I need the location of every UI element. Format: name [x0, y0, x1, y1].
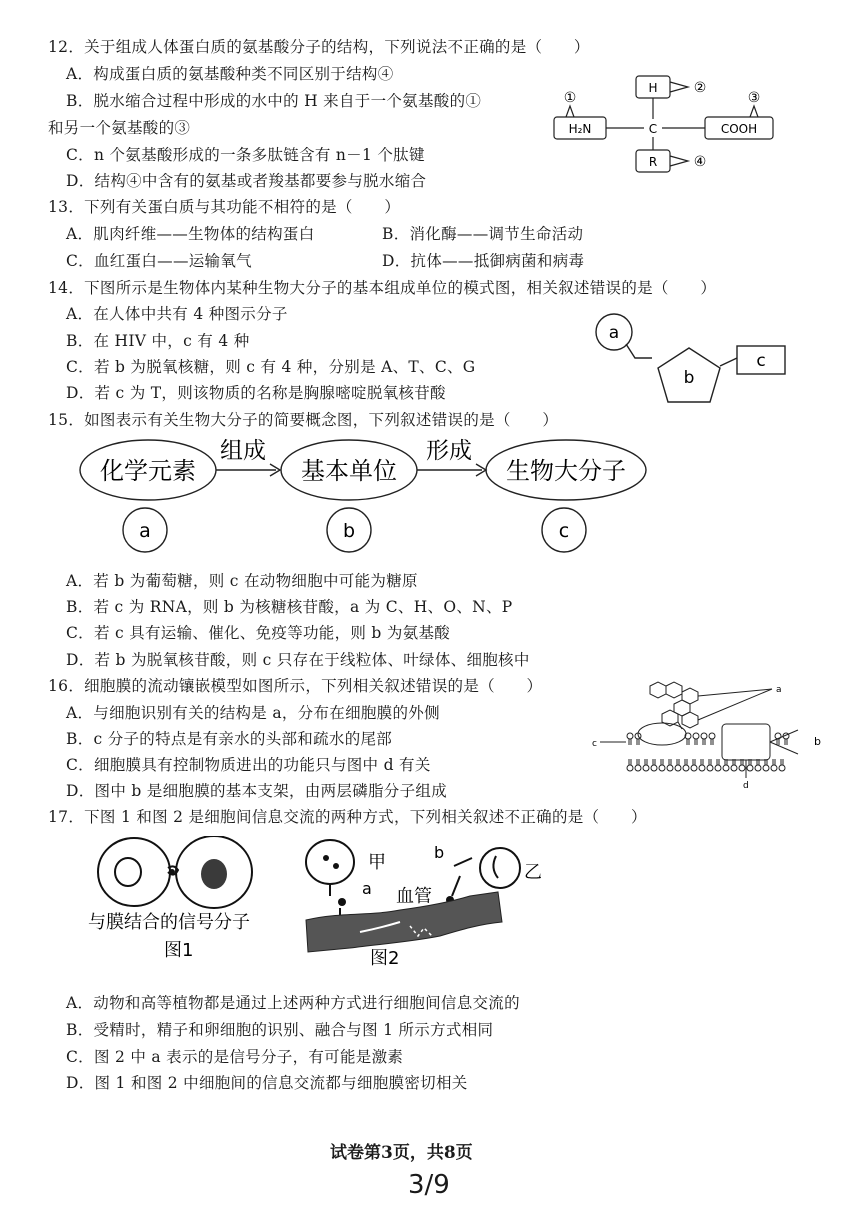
- figure1-label: 图1: [164, 940, 194, 961]
- q16-option-b: B．c 分子的特点是有亲水的头部和疏水的尾部: [66, 730, 393, 748]
- q13-option-d: D．抗体——抵御病菌和病毒: [382, 252, 585, 270]
- phospholipid-head: [709, 733, 715, 739]
- phospholipid-head: [693, 733, 699, 739]
- q14-option-c: C．若 b 为脱氧核糖，则 c 有 4 种，分别是 A、T、C、G: [66, 358, 476, 376]
- membrane-d-label: d: [743, 781, 749, 791]
- q12-stem: 12．关于组成人体蛋白质的氨基酸分子的结构，下列说法不正确的是（ ）: [48, 38, 590, 56]
- membrane-c-label: c: [592, 739, 597, 749]
- phospholipid-head: [755, 765, 761, 771]
- phospholipid-head: [731, 765, 737, 771]
- figure2-a-label: a: [362, 879, 372, 898]
- struct-num3: ③: [747, 90, 761, 106]
- q13-option-b: B．消化酶——调节生命活动: [382, 225, 584, 243]
- phospholipid-head: [763, 765, 769, 771]
- phospholipid-head: [707, 765, 713, 771]
- q17-option-a: A．动物和高等植物都是通过上述两种方式进行细胞间信息交流的: [66, 994, 520, 1012]
- phospholipid-head: [683, 765, 689, 771]
- struct-num4: ④: [693, 154, 707, 170]
- q14-option-a: A．在人体中共有 4 种图示分子: [66, 305, 288, 323]
- phospholipid-head: [675, 765, 681, 771]
- figure2-jia-label: 甲: [368, 852, 386, 873]
- phospholipid-head: [659, 765, 665, 771]
- q17-option-c: C．图 2 中 a 表示的是信号分子，有可能是激素: [66, 1048, 404, 1066]
- struct-amino-label: H₂N: [568, 122, 592, 136]
- phospholipid-head: [643, 765, 649, 771]
- amino-acid-structure-figure: [548, 70, 788, 185]
- struct-r-label: R: [648, 155, 658, 169]
- phospholipid-head: [747, 765, 753, 771]
- figure2-label: 图2: [370, 948, 400, 969]
- q15-option-a: A．若 b 为葡萄糖，则 c 在动物细胞中可能为糖原: [66, 572, 418, 590]
- concept-a-label: a: [139, 520, 151, 542]
- membrane-a-label: a: [776, 685, 782, 695]
- concept-elements: 化学元素: [100, 457, 196, 485]
- q15-option-c: C．若 c 具有运输、催化、免疫等功能，则 b 为氨基酸: [66, 624, 451, 642]
- q12-option-b: B．脱水缩合过程中形成的水中的 H 来自于一个氨基酸的①: [66, 92, 482, 110]
- phospholipid-head: [651, 765, 657, 771]
- q12-option-d: D．结构④中含有的氨基或者羧基都要参与脱水缩合: [66, 172, 427, 190]
- q14-option-d: D．若 c 为 T，则该物质的名称是胸腺嘧啶脱氧核苷酸: [66, 384, 446, 402]
- q13-option-a: A．肌肉纤维——生物体的结构蛋白: [66, 225, 315, 243]
- struct-num2: ②: [693, 80, 707, 96]
- q17-option-d: D．图 1 和图 2 中细胞间的信息交流都与细胞膜密切相关: [66, 1074, 468, 1092]
- concept-arrow2-label: 形成: [426, 438, 472, 464]
- q15-option-d: D．若 b 为脱氧核苷酸，则 c 只存在于线粒体、叶绿体、细胞核中: [66, 651, 530, 669]
- figure1-cell-contact: [84, 836, 284, 972]
- figure1-caption: 与膜结合的信号分子: [88, 912, 250, 933]
- cell-membrane-figure: [592, 674, 827, 794]
- q14-stem: 14．下图所示是生物体内某种生物大分子的基本组成单位的模式图，相关叙述错误的是（ ）: [48, 279, 717, 297]
- phospholipid-head: [723, 765, 729, 771]
- concept-c-label: c: [558, 520, 570, 542]
- phospholipid-head: [627, 765, 633, 771]
- q16-option-c: C．细胞膜具有控制物质进出的功能只与图中 d 有关: [66, 756, 431, 774]
- concept-map-figure: [78, 432, 678, 562]
- q15-stem: 15．如图表示有关生物大分子的简要概念图，下列叙述错误的是（ ）: [48, 411, 559, 429]
- phospholipid-head: [715, 765, 721, 771]
- q12-option-b-cont: 和另一个氨基酸的③: [48, 119, 191, 137]
- struct-carboxyl-label: COOH: [720, 122, 758, 136]
- phospholipid-head: [779, 765, 785, 771]
- q14-option-b: B．在 HIV 中，c 有 4 种: [66, 332, 250, 350]
- q13-option-c: C．血红蛋白——运输氧气: [66, 252, 252, 270]
- nucleotide-a-label: a: [608, 323, 620, 343]
- q12-option-c: C．n 个氨基酸形成的一条多肽链含有 n－1 个肽键: [66, 146, 425, 164]
- phospholipid-head: [627, 733, 633, 739]
- struct-c-label: C: [648, 122, 658, 136]
- phospholipid-head: [699, 765, 705, 771]
- nucleotide-c-label: c: [756, 351, 766, 371]
- figure2-hormone-transport: [300, 836, 550, 972]
- phospholipid-head: [667, 765, 673, 771]
- figure2-yi-label: 乙: [524, 862, 542, 883]
- concept-macromolecule: 生物大分子: [506, 457, 626, 485]
- figure2-vessel-label: 血管: [396, 886, 432, 907]
- concept-arrow1-label: 组成: [220, 438, 266, 464]
- q16-option-d: D．图中 b 是细胞膜的基本支架，由两层磷脂分子组成: [66, 782, 448, 800]
- phospholipid-head: [739, 765, 745, 771]
- nucleotide-figure: [590, 310, 800, 410]
- q16-option-a: A．与细胞识别有关的结构是 a，分布在细胞膜的外侧: [66, 704, 440, 722]
- page-indicator: 3/9: [408, 1170, 450, 1200]
- phospholipid-head: [691, 765, 697, 771]
- figure2-b-label: b: [434, 843, 445, 862]
- page-footer: 试卷第3页，共8页: [330, 1143, 473, 1163]
- q15-option-b: B．若 c 为 RNA，则 b 为核糖核苷酸，a 为 C、H、O、N、P: [66, 598, 513, 616]
- q13-stem: 13．下列有关蛋白质与其功能不相符的是（ ）: [48, 198, 401, 216]
- q17-stem: 17．下图 1 和图 2 是细胞间信息交流的两种方式，下列相关叙述不正确的是（ ）: [48, 808, 647, 826]
- struct-h-label: H: [648, 81, 658, 95]
- q17-option-b: B．受精时，精子和卵细胞的识别、融合与图 1 所示方式相同: [66, 1021, 494, 1039]
- concept-unit: 基本单位: [301, 457, 397, 485]
- phospholipid-head: [701, 733, 707, 739]
- nucleotide-b-label: b: [683, 368, 695, 388]
- phospholipid-head: [771, 765, 777, 771]
- concept-b-label: b: [342, 520, 356, 542]
- struct-num1: ①: [563, 90, 577, 106]
- q12-option-a: A．构成蛋白质的氨基酸种类不同区别于结构④: [66, 65, 394, 83]
- q16-stem: 16．细胞膜的流动镶嵌模型如图所示，下列相关叙述错误的是（ ）: [48, 677, 543, 695]
- phospholipid-head: [635, 765, 641, 771]
- membrane-b-label: b: [814, 735, 821, 748]
